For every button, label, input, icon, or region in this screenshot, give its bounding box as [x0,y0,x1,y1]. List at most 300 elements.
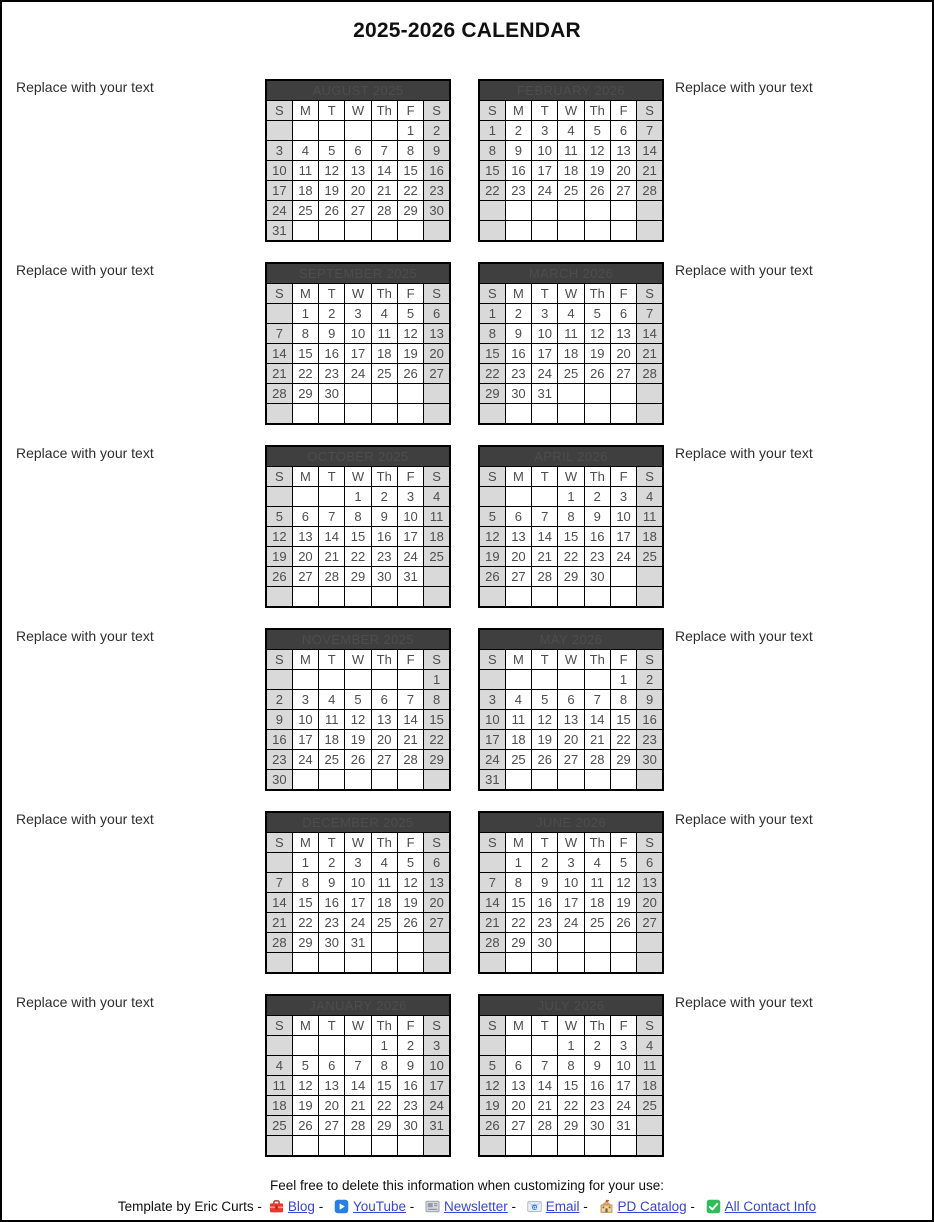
date-cell: 12 [397,873,423,893]
date-cell: 4 [266,1056,292,1076]
date-cell: 26 [292,1116,318,1136]
date-cell: 20 [637,893,663,913]
day-header-cell: T [532,650,558,670]
empty-date-cell [584,201,610,221]
day-header-cell: M [292,284,318,304]
placeholder-text-right[interactable]: Replace with your text [675,79,813,95]
month-calendar [265,994,451,1157]
day-header-cell: M [505,650,531,670]
date-cell: 19 [584,161,610,181]
placeholder-text-left[interactable]: Replace with your text [16,994,154,1010]
placeholder-text-right[interactable]: Replace with your text [675,628,813,644]
month-title: JUNE 2026 [479,812,663,833]
month-calendar [478,811,664,974]
date-cell: 21 [637,161,663,181]
month-row [2,994,932,1157]
toolbox-icon [269,1199,284,1214]
day-header-cell: M [292,1016,318,1036]
date-cell: 5 [532,690,558,710]
empty-date-cell [397,587,423,608]
day-header-cell: S [479,101,505,121]
date-cell: 13 [610,141,636,161]
day-header-cell: Th [584,650,610,670]
week-row [479,1036,663,1056]
date-cell: 11 [319,710,345,730]
date-cell: 21 [479,913,505,933]
date-cell: 23 [637,730,663,750]
day-header-cell: F [397,467,423,487]
date-cell: 10 [610,1056,636,1076]
empty-date-cell [371,1136,397,1157]
day-header-cell: S [266,101,292,121]
placeholder-text-left[interactable]: Replace with your text [16,811,154,827]
day-header-row [479,650,663,670]
empty-date-cell [505,404,531,425]
day-header-cell: S [266,284,292,304]
empty-date-cell [345,587,371,608]
date-cell: 2 [584,487,610,507]
empty-date-cell [505,770,531,791]
date-cell: 30 [584,1116,610,1136]
month-title: JANUARY 2026 [266,995,450,1016]
empty-date-cell [397,933,423,953]
date-cell: 1 [479,121,505,141]
date-cell: 19 [610,893,636,913]
day-header-cell: S [424,467,450,487]
month-calendar [265,79,451,242]
date-cell: 26 [479,567,505,587]
date-cell: 29 [371,1116,397,1136]
day-header-cell: T [319,101,345,121]
empty-date-cell [266,487,292,507]
empty-date-cell [637,384,663,404]
month-calendar [265,445,451,608]
date-cell: 25 [371,913,397,933]
date-cell: 19 [479,1096,505,1116]
placeholder-text-right[interactable]: Replace with your text [675,445,813,461]
date-cell: 3 [610,1036,636,1056]
date-cell: 3 [424,1036,450,1056]
date-cell: 30 [266,770,292,791]
empty-date-cell [637,770,663,791]
date-cell: 21 [266,913,292,933]
date-cell: 2 [424,121,450,141]
date-cell: 5 [610,853,636,873]
day-header-cell: S [479,1016,505,1036]
date-cell: 21 [397,730,423,750]
svg-text:@: @ [530,1202,538,1212]
empty-date-cell [558,404,584,425]
date-cell: 6 [424,304,450,324]
placeholder-text-left[interactable]: Replace with your text [16,628,154,644]
date-cell: 16 [319,893,345,913]
date-cell: 1 [610,670,636,690]
date-cell: 14 [266,344,292,364]
date-cell: 17 [397,527,423,547]
date-cell: 7 [584,690,610,710]
empty-date-cell [610,201,636,221]
empty-date-cell [610,770,636,791]
date-cell: 10 [397,507,423,527]
empty-date-cell [319,770,345,791]
date-cell: 18 [584,893,610,913]
date-cell: 20 [610,161,636,181]
empty-date-cell [397,404,423,425]
day-header-cell: S [479,467,505,487]
empty-date-cell [505,1136,531,1157]
date-cell: 2 [319,304,345,324]
date-cell: 25 [584,913,610,933]
month-title: JULY 2026 [479,995,663,1016]
month-slot-left [265,811,451,974]
placeholder-text-left[interactable]: Replace with your text [16,445,154,461]
empty-date-cell [637,1116,663,1136]
date-cell: 15 [371,1076,397,1096]
week-row [266,587,450,608]
date-cell: 27 [610,364,636,384]
date-cell: 17 [479,730,505,750]
date-cell: 23 [505,364,531,384]
week-row [479,670,663,690]
placeholder-text-right[interactable]: Replace with your text [675,262,813,278]
date-cell: 8 [505,873,531,893]
date-cell: 13 [637,873,663,893]
date-cell: 30 [505,384,531,404]
week-row [266,690,450,710]
date-cell: 9 [319,324,345,344]
placeholder-text-right[interactable]: Replace with your text [675,811,813,827]
empty-date-cell [558,587,584,608]
date-cell: 17 [610,1076,636,1096]
day-header-cell: S [479,833,505,853]
date-cell: 8 [424,690,450,710]
date-cell: 6 [505,1056,531,1076]
date-cell: 3 [345,304,371,324]
link-separator: - [314,1199,327,1214]
week-row [266,893,450,913]
week-row [266,730,450,750]
day-header-cell: W [345,467,371,487]
day-header-cell: F [397,284,423,304]
footer-link-newsletter[interactable]: Newsletter [444,1199,508,1214]
week-row [266,507,450,527]
date-cell: 8 [479,141,505,161]
date-cell: 26 [610,913,636,933]
date-cell: 25 [424,547,450,567]
month-slot-right [478,628,664,791]
week-row [479,1116,663,1136]
date-cell: 26 [319,201,345,221]
date-cell: 3 [610,487,636,507]
date-cell: 4 [558,304,584,324]
date-cell: 24 [345,913,371,933]
date-cell: 10 [424,1056,450,1076]
week-row [479,527,663,547]
date-cell: 18 [558,161,584,181]
date-cell: 13 [345,161,371,181]
date-cell: 19 [479,547,505,567]
empty-date-cell [505,953,531,974]
month-slot-left [265,994,451,1157]
date-cell: 15 [610,710,636,730]
day-header-cell: F [610,833,636,853]
date-cell: 2 [371,487,397,507]
date-cell: 25 [319,750,345,770]
empty-date-cell [424,587,450,608]
empty-date-cell [584,587,610,608]
empty-date-cell [266,853,292,873]
date-cell: 28 [637,181,663,201]
school-icon [599,1199,614,1214]
date-cell: 30 [397,1116,423,1136]
day-header-cell: F [610,1016,636,1036]
date-cell: 6 [371,690,397,710]
footer-link-youtube[interactable]: YouTube [352,1199,406,1214]
date-cell: 21 [637,344,663,364]
week-row [266,873,450,893]
placeholder-text-right[interactable]: Replace with your text [675,994,813,1010]
day-header-cell: Th [584,284,610,304]
empty-date-cell [505,487,531,507]
week-row [479,750,663,770]
date-cell: 18 [637,1076,663,1096]
date-cell: 17 [424,1076,450,1096]
date-cell: 14 [532,527,558,547]
empty-date-cell [345,770,371,791]
date-cell: 26 [532,750,558,770]
footer-link-blog[interactable]: Blog [287,1199,315,1214]
day-header-cell: S [637,1016,663,1036]
empty-date-cell [371,404,397,425]
date-cell: 29 [292,384,318,404]
date-cell: 29 [292,933,318,953]
date-cell: 11 [637,1056,663,1076]
week-row [266,161,450,181]
day-header-cell: W [345,1016,371,1036]
date-cell: 4 [637,1036,663,1056]
week-row [266,1056,450,1076]
footer-link-all-contact-info[interactable]: All Contact Info [724,1199,817,1214]
empty-date-cell [397,1136,423,1157]
date-cell: 18 [292,181,318,201]
date-cell: 26 [479,1116,505,1136]
empty-date-cell [371,933,397,953]
empty-date-cell [558,201,584,221]
date-cell: 6 [558,690,584,710]
empty-date-cell [424,221,450,242]
day-header-cell: M [505,284,531,304]
date-cell: 13 [319,1076,345,1096]
week-row [479,304,663,324]
date-cell: 4 [505,690,531,710]
date-cell: 3 [292,690,318,710]
date-cell: 24 [558,913,584,933]
month-title-row [479,629,663,650]
date-cell: 26 [397,913,423,933]
day-header-cell: F [397,650,423,670]
week-row [266,527,450,547]
date-cell: 11 [371,324,397,344]
month-row [2,445,932,608]
date-cell: 12 [532,710,558,730]
placeholder-text-left[interactable]: Replace with your text [16,79,154,95]
date-cell: 12 [266,527,292,547]
date-cell: 25 [558,181,584,201]
date-cell: 14 [397,710,423,730]
day-header-cell: T [532,467,558,487]
week-row [479,710,663,730]
date-cell: 4 [371,304,397,324]
date-cell: 28 [397,750,423,770]
empty-date-cell [584,953,610,974]
empty-date-cell [266,121,292,141]
email-icon [527,1199,542,1214]
date-cell: 10 [532,141,558,161]
date-cell: 18 [371,344,397,364]
empty-date-cell [424,770,450,791]
empty-date-cell [266,587,292,608]
month-slot-right [478,445,664,608]
date-cell: 16 [532,893,558,913]
week-row [479,487,663,507]
week-row [479,893,663,913]
empty-date-cell [371,953,397,974]
date-cell: 14 [532,1076,558,1096]
date-cell: 30 [319,933,345,953]
date-cell: 27 [371,750,397,770]
empty-date-cell [424,1136,450,1157]
date-cell: 18 [558,344,584,364]
empty-date-cell [637,587,663,608]
link-separator: - [686,1199,699,1214]
date-cell: 24 [424,1096,450,1116]
week-row [266,324,450,344]
empty-date-cell [319,221,345,242]
date-cell: 26 [584,181,610,201]
empty-date-cell [424,404,450,425]
day-header-cell: M [505,101,531,121]
day-header-cell: T [532,284,558,304]
date-cell: 20 [558,730,584,750]
date-cell: 4 [371,853,397,873]
month-calendar [478,994,664,1157]
month-slot-left [265,628,451,791]
date-cell: 14 [371,161,397,181]
empty-date-cell [319,953,345,974]
month-slot-right [478,994,664,1157]
date-cell: 12 [292,1076,318,1096]
play-icon [334,1199,349,1214]
date-cell: 19 [319,181,345,201]
day-header-cell: M [292,101,318,121]
date-cell: 22 [505,913,531,933]
date-cell: 11 [505,710,531,730]
month-slot-right [478,79,664,242]
date-cell: 5 [397,853,423,873]
date-cell: 20 [292,547,318,567]
date-cell: 5 [479,1056,505,1076]
date-cell: 25 [637,1096,663,1116]
empty-date-cell [558,221,584,242]
footer-link-pd-catalog[interactable]: PD Catalog [617,1199,687,1214]
day-header-cell: S [266,467,292,487]
date-cell: 21 [532,1096,558,1116]
date-cell: 17 [610,527,636,547]
date-cell: 8 [292,324,318,344]
week-row [266,344,450,364]
date-cell: 23 [266,750,292,770]
day-header-cell: W [558,467,584,487]
date-cell: 19 [397,893,423,913]
date-cell: 22 [558,1096,584,1116]
week-row [266,670,450,690]
empty-date-cell [292,1136,318,1157]
date-cell: 5 [397,304,423,324]
date-cell: 8 [610,690,636,710]
date-cell: 5 [479,507,505,527]
empty-date-cell [532,404,558,425]
date-cell: 29 [345,567,371,587]
week-row [266,1116,450,1136]
empty-date-cell [637,953,663,974]
day-header-cell: Th [584,1016,610,1036]
date-cell: 20 [371,730,397,750]
date-cell: 18 [266,1096,292,1116]
day-header-cell: W [345,833,371,853]
empty-date-cell [558,384,584,404]
date-cell: 24 [610,547,636,567]
date-cell: 8 [479,324,505,344]
empty-date-cell [610,587,636,608]
week-row [266,1036,450,1056]
date-cell: 20 [505,1096,531,1116]
day-header-cell: S [637,467,663,487]
empty-date-cell [610,404,636,425]
empty-date-cell [479,404,505,425]
date-cell: 8 [345,507,371,527]
month-title: OCTOBER 2025 [266,446,450,467]
week-row [479,1136,663,1157]
empty-date-cell [397,670,423,690]
date-cell: 9 [584,507,610,527]
date-cell: 15 [479,161,505,181]
footer-link-email[interactable]: Email [545,1199,580,1214]
date-cell: 27 [345,201,371,221]
empty-date-cell [584,404,610,425]
date-cell: 17 [532,161,558,181]
week-row [479,913,663,933]
date-cell: 25 [371,364,397,384]
date-cell: 9 [319,873,345,893]
date-cell: 14 [345,1076,371,1096]
date-cell: 19 [345,730,371,750]
date-cell: 24 [610,1096,636,1116]
empty-date-cell [479,953,505,974]
day-header-row [266,1016,450,1036]
day-header-cell: T [319,833,345,853]
date-cell: 12 [479,1076,505,1096]
date-cell: 9 [532,873,558,893]
date-cell: 12 [610,873,636,893]
date-cell: 10 [532,324,558,344]
empty-date-cell [637,201,663,221]
placeholder-text-left[interactable]: Replace with your text [16,262,154,278]
date-cell: 19 [266,547,292,567]
empty-date-cell [371,670,397,690]
week-row [479,507,663,527]
week-row [479,873,663,893]
day-header-row [266,833,450,853]
